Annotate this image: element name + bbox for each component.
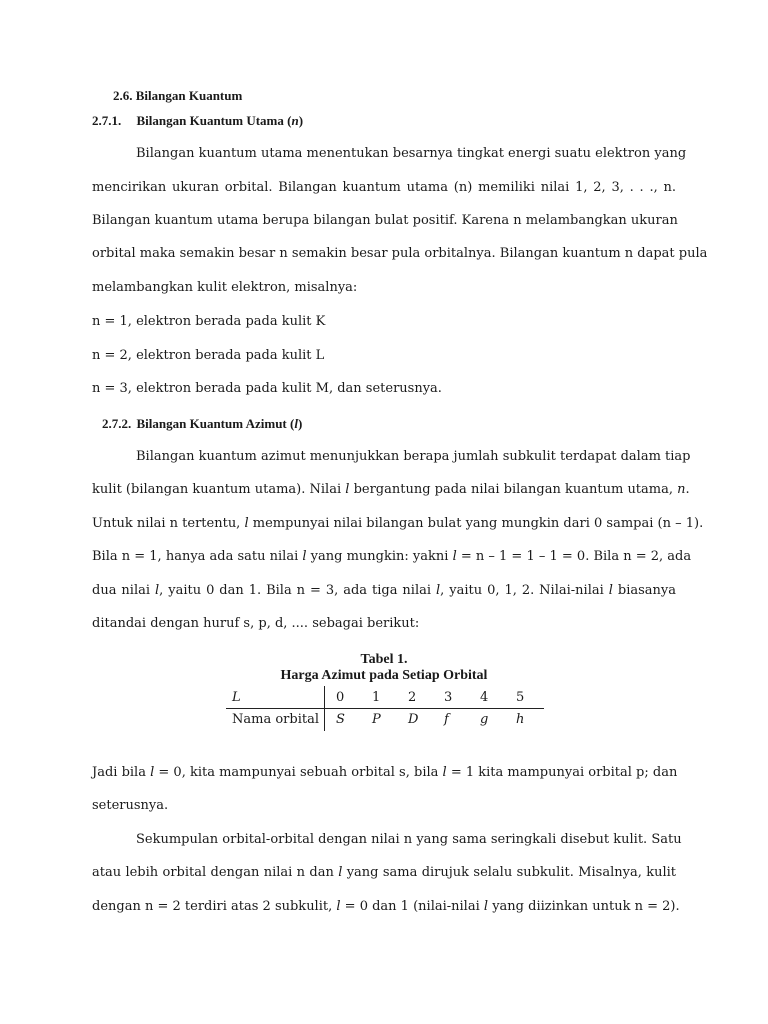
para1-line1: Bilangan kuantum utama menentukan besarnya tingkat energi suatu elektron yang xyxy=(136,146,687,161)
table-row-header xyxy=(226,686,542,708)
heading-text: Bilangan Kuantum Azimut ( xyxy=(136,416,295,431)
para2-line2: kulit (bilangan kuantum utama). Nilai l bergantung pada nilai bilangan kuantum utama, n. xyxy=(92,482,690,497)
para2-line5: dua nilai l, yaitu 0 dan 1. Bila n = 3, ada tiga nilai l, yaitu 0, 1, 2. Nilai-nilai l biasanya xyxy=(92,583,677,598)
table-cell: 4 xyxy=(480,689,489,705)
example-line-2: n = 2, elektron berada pada kulit L xyxy=(92,348,325,363)
heading-close: ) xyxy=(297,416,303,431)
para2-line4: Bila n = 1, hanya ada satu nilai l yang mungkin: yakni l = n – 1 = 1 – 1 = 0. Bila n = 2, ada xyxy=(92,549,692,564)
table-header-label: L xyxy=(232,689,241,705)
table-cell: 0 xyxy=(336,689,345,705)
para1-line2: mencirikan ukuran orbital. Bilangan kuantum utama (n) memiliki nilai 1, 2, 3, . . ., n. xyxy=(92,180,676,195)
table-vertical-rule xyxy=(324,686,325,731)
table-cell: g xyxy=(480,711,489,727)
section-heading-2-7-1 xyxy=(92,113,303,129)
heading-number: 2.7.2. xyxy=(102,416,132,431)
para1-line4: orbital maka semakin besar n semakin besar pula orbitalnya. Bilangan kuantum n dapat pula xyxy=(92,246,708,261)
para3-line2: seterusnya. xyxy=(92,798,169,813)
para1-line3: Bilangan kuantum utama berupa bilangan bulat positif. Karena n melambangkan ukuran xyxy=(92,213,678,228)
para3-line1: Jadi bila l = 0, kita mampunyai sebuah orbital s, bila l = 1 kita mampunyai orbital p; dan xyxy=(92,765,678,780)
section-heading-2-7-2 xyxy=(102,416,302,432)
para2-line6: ditandai dengan huruf s, p, d, .... sebagai berikut: xyxy=(92,616,420,631)
table-caption-title: Harga Azimut pada Setiap Orbital xyxy=(280,668,488,683)
table-cell: 5 xyxy=(516,689,525,705)
section-heading-2-6: 2.6. Bilangan Kuantum xyxy=(113,88,243,103)
para1-line5: melambangkan kulit elektron, misalnya: xyxy=(92,280,358,295)
table-cell: 3 xyxy=(444,689,453,705)
table-caption-number: Tabel 1. xyxy=(360,652,408,667)
para2-line3: Untuk nilai n tertentu, l mempunyai nilai bilangan bulat yang mungkin dari 0 sampai (n – 1). xyxy=(92,516,704,531)
para4-line3: dengan n = 2 terdiri atas 2 subkulit, l = 0 dan 1 (nilai-nilai l yang diizinkan untuk n = 2). xyxy=(92,899,680,914)
heading-number: 2.7.1. xyxy=(92,113,122,128)
table-horizontal-rule xyxy=(226,708,544,709)
example-line-3: n = 3, elektron berada pada kulit M, dan seterusnya. xyxy=(92,381,442,396)
table-row-orbitals xyxy=(226,708,542,730)
table-cell: h xyxy=(516,711,525,727)
heading-close: ) xyxy=(298,113,304,128)
para4-line2: atau lebih orbital dengan nilai n dan l yang sama dirujuk selalu subkulit. Misalnya, kulit xyxy=(92,865,676,880)
heading-symbol: l xyxy=(294,416,298,431)
example-line-1: n = 1, elektron berada pada kulit K xyxy=(92,314,326,329)
heading-text: Bilangan Kuantum Utama ( xyxy=(136,113,292,128)
para4-line1: Sekumpulan orbital-orbital dengan nilai n yang sama seringkali disebut kulit. Satu xyxy=(136,832,682,847)
table-cell: P xyxy=(372,711,381,727)
table-cell: S xyxy=(336,711,345,727)
para2-line1: Bilangan kuantum azimut menunjukkan berapa jumlah subkulit terdapat dalam tiap xyxy=(136,449,691,464)
table-cell: 1 xyxy=(372,689,381,705)
table-row-label: Nama orbital xyxy=(232,711,319,727)
table-cell: D xyxy=(408,711,419,727)
table-cell: f xyxy=(444,711,449,727)
table-cell: 2 xyxy=(408,689,417,705)
heading-symbol: n xyxy=(291,113,299,128)
